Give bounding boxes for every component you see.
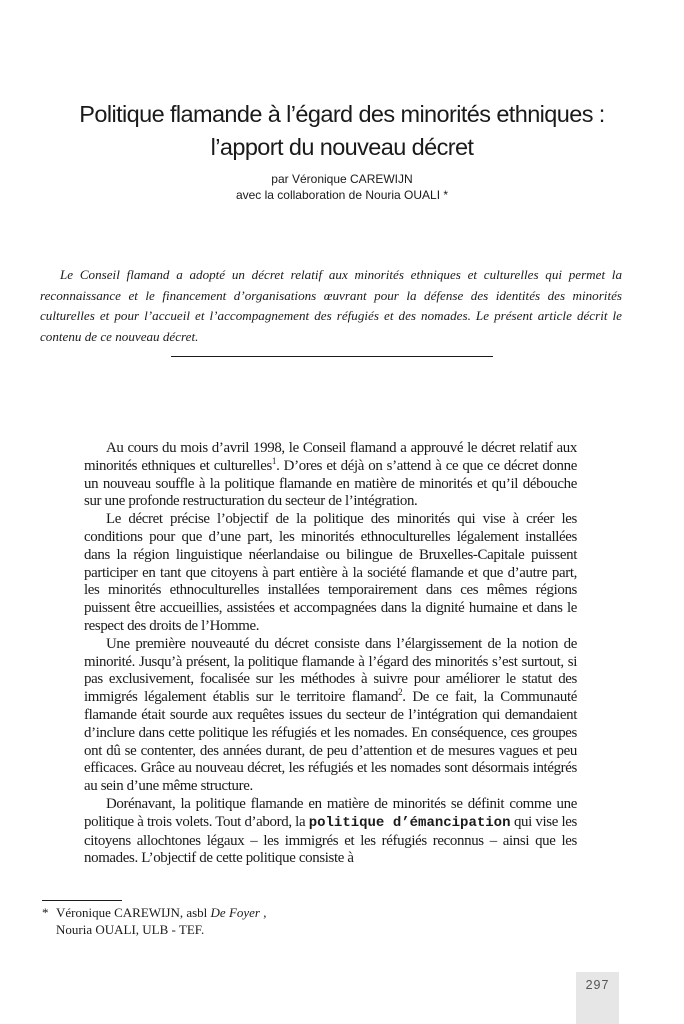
footnote-line-2: Nouria OUALI, ULB - TEF. <box>56 921 205 937</box>
byline <box>30 171 654 203</box>
abstract: Le Conseil flamand a adopté un décret relatif aux minorités ethniques et culturelles qui permet la reconnaissance et le financement d’organisations œuvrant pour la défense des identités des minorités culturelles et pour l’accueil et l’accompagnement des réfugiés et des nomades. Le présent article décrit le contenu de ce nouveau décret. <box>40 267 622 344</box>
footnote <box>42 905 266 938</box>
paragraph-3 <box>84 636 577 796</box>
paragraph-1 <box>84 440 577 511</box>
footnote-org-name: De Foyer <box>210 905 260 920</box>
paragraph-3-text-a: Une première nouveauté du décret consiste dans l’élargissement de la notion de minorité. Jusqu’à présent, la politique flamande à l’égard des minorités s’est surtout, si pas exclusivement, focalisée sur les méthodes à suivre pour améliorer le statut des immigrés légalement établis sur le territoire flamand <box>84 635 577 706</box>
footnote-mark: * <box>42 905 49 920</box>
paragraph-3-text-b: . De ce fait, la Communauté flamande était sourde aux requêtes issues du secteur de l’intégration qui demandaient d’inclure dans cette politique les réfugiés et les nomades. En conséquence, ces groupes ont dû se contenter, des années durant, de peu d’attention et de mesures vagues et peu efficaces. Grâce au nouveau décret, les réfugiés et les nomades sont désormais intégrés au sein d’une même structure. <box>84 689 577 795</box>
emphasis-term: politique d’émancipation <box>308 814 511 831</box>
collaboration-line: avec la collaboration de Nouria OUALI * <box>235 188 449 202</box>
paragraph-1-text-b: . D’ores et déjà on s’attend à ce que ce décret donne un nouveau souffle à la politique flamande en matière de minorités et qu’il débouche sur une profonde restructuration du secteur de l’intégration. <box>84 457 577 510</box>
footnote-text-a: Véronique CAREWIJN, asbl <box>56 905 211 920</box>
paragraph-4-text-b: qui vise les citoyens allochtones légaux – les immigrés et les réfugiés reconnus – ainsi que les nomades. L’objectif de cette politique consiste à <box>84 813 577 867</box>
footnote-text-b: , <box>259 905 267 920</box>
paragraph-1-text-a: Au cours du mois d’avril 1998, le Conseil flamand a approuvé le décret relatif aux minorités ethniques et culturelles <box>84 440 577 474</box>
page-number: 297 <box>585 978 610 992</box>
section-divider <box>171 356 493 357</box>
paragraph-2: Le décret précise l’objectif de la politique des minorités qui vise à créer les conditions pour que d’une part, les minorités ethnoculturelles légalement installées dans la région linguistique néerlandaise ou bilingue de Bruxelles-Capitale puissent participer en tant que citoyens à part entière à la société flamande et que d’autre part, les minorités ethnoculturelles installées temporairement dans ces mêmes régions puissent être accueillies, assistées et accompagnées dans la dignité humaine et dans le respect des droits de l’Homme. <box>84 511 577 634</box>
author-line: par Véronique CAREWIJN <box>271 172 413 186</box>
footnote-ref-1: 1 <box>271 455 277 466</box>
footnote-divider <box>42 900 122 901</box>
article-body <box>84 440 577 868</box>
paragraph-4 <box>84 796 577 868</box>
title-line-2: l’apport du nouveau décret <box>210 134 474 160</box>
paragraph-4-text-a: Dorénavant, la politique flamande en matière de minorités se définit comme une politique à trois volets. Tout d’abord, la <box>84 795 577 830</box>
footnote-line-1 <box>42 905 266 922</box>
page-number-box <box>576 972 619 1024</box>
footnote-ref-2: 2 <box>398 687 403 698</box>
title-line-1: Politique flamande à l’égard des minorités ethniques : <box>79 101 605 127</box>
article-title <box>30 98 654 164</box>
